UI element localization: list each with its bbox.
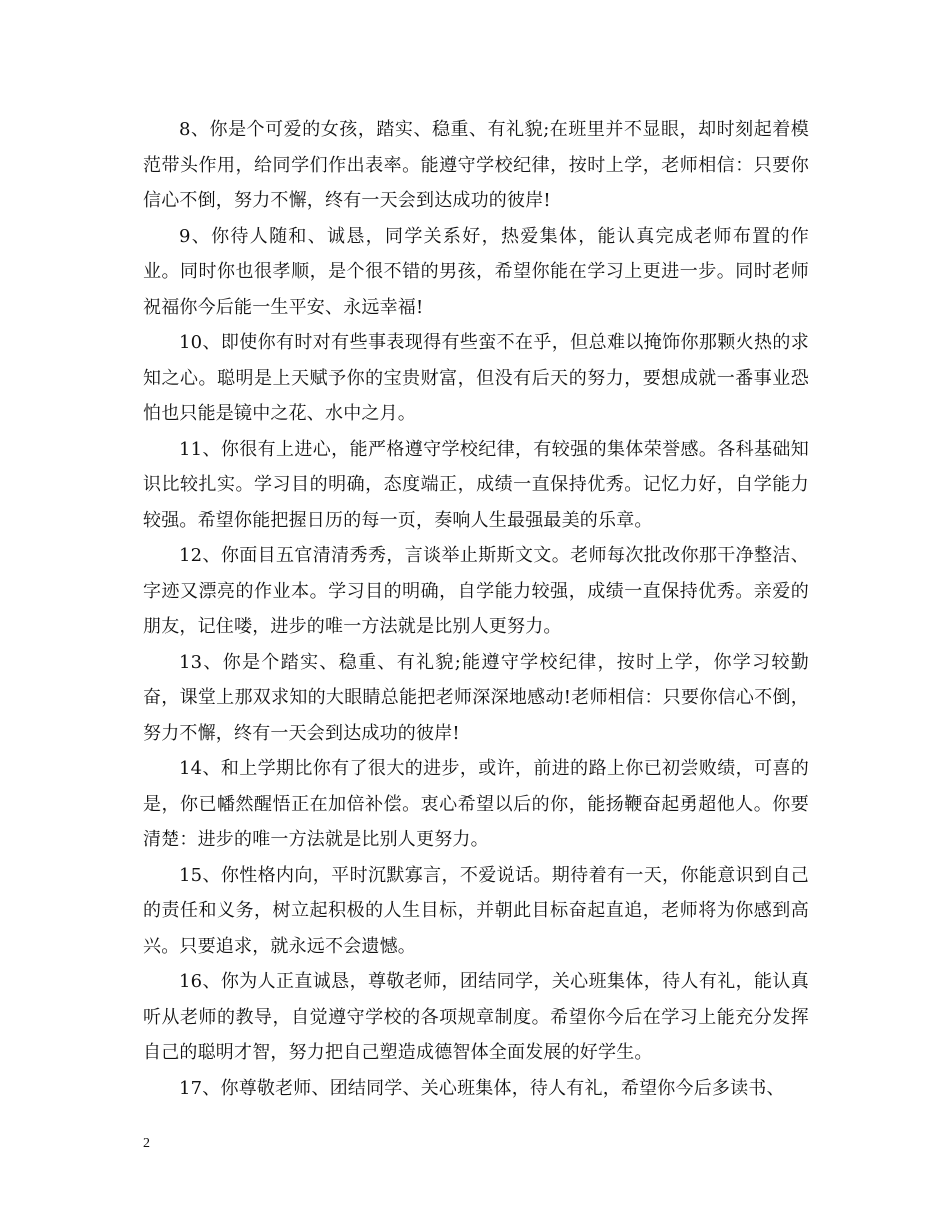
comment-paragraph-12: 12、你面目五官清清秀秀，言谈举止斯斯文文。老师每次批改你那干净整洁、字迹又漂亮的作业本。学习目的明确，自学能力较强，成绩一直保持优秀。亲爱的朋友，记住喽，进步的唯一方法就是比别人更努力。	[143, 545, 809, 637]
comment-paragraph-13: 13、你是个踏实、稳重、有礼貌;能遵守学校纪律，按时上学，你学习较勤奋，课堂上那双求知的大眼睛总能把老师深深地感动!老师相信：只要你信心不倒，努力不懈，终有一天会到达成功的彼岸!	[143, 651, 809, 744]
comment-paragraph-16: 16、你为人正直诚恳，尊敬老师，团结同学，关心班集体，待人有礼，能认真听从老师的教导，自觉遵守学校的各项规章制度。希望你今后在学习上能充分发挥自己的聪明才智，努力把自己塑造成德智体全面发展的好学生。	[143, 971, 809, 1063]
comment-paragraph-9: 9、你待人随和、诚恳，同学关系好，热爱集体，能认真完成老师布置的作业。同时你也很孝顺，是个很不错的男孩，希望你能在学习上更进一步。同时老师祝福你今后能一生平安、永远幸福!	[143, 225, 809, 318]
comment-paragraph-15: 15、你性格内向，平时沉默寡言，不爱说话。期待着有一天，你能意识到自己的责任和义务，树立起积极的人生目标，并朝此目标奋起直追，老师将为你感到高兴。只要追求，就永远不会遗憾。	[143, 864, 809, 957]
comment-paragraph-11: 11、你很有上进心，能严格遵守学校纪律，有较强的集体荣誉感。各科基础知识比较扎实。学习目的明确，态度端正，成绩一直保持优秀。记忆力好，自学能力较强。希望你能把握日历的每一页，奏响人生最强最美的乐章。	[143, 438, 809, 531]
page-number: 2	[143, 1136, 150, 1151]
comment-paragraph-8: 8、你是个可爱的女孩，踏实、稳重、有礼貌;在班里并不显眼，却时刻起着模范带头作用，给同学们作出表率。能遵守学校纪律，按时上学，老师相信：只要你信心不倒，努力不懈，终有一天会到达成功的彼岸!	[143, 119, 809, 211]
comment-paragraph-14: 14、和上学期比你有了很大的进步，或许，前进的路上你已初尝败绩，可喜的是，你已幡然醒悟正在加倍补偿。衷心希望以后的你，能扬鞭奋起勇超他人。你要清楚：进步的唯一方法就是比别人更努力。	[143, 758, 809, 850]
comment-paragraph-17: 17、你尊敬老师、团结同学、关心班集体，待人有礼，希望你今后多读书、	[179, 1077, 785, 1099]
document-body	[143, 112, 809, 1106]
comment-paragraph-10: 10、即使你有时对有些事表现得有些蛮不在乎，但总难以掩饰你那颗火热的求知之心。聪明是上天赋予你的宝贵财富，但没有后天的努力，要想成就一番事业恐怕也只能是镜中之花、水中之月。	[143, 332, 809, 424]
